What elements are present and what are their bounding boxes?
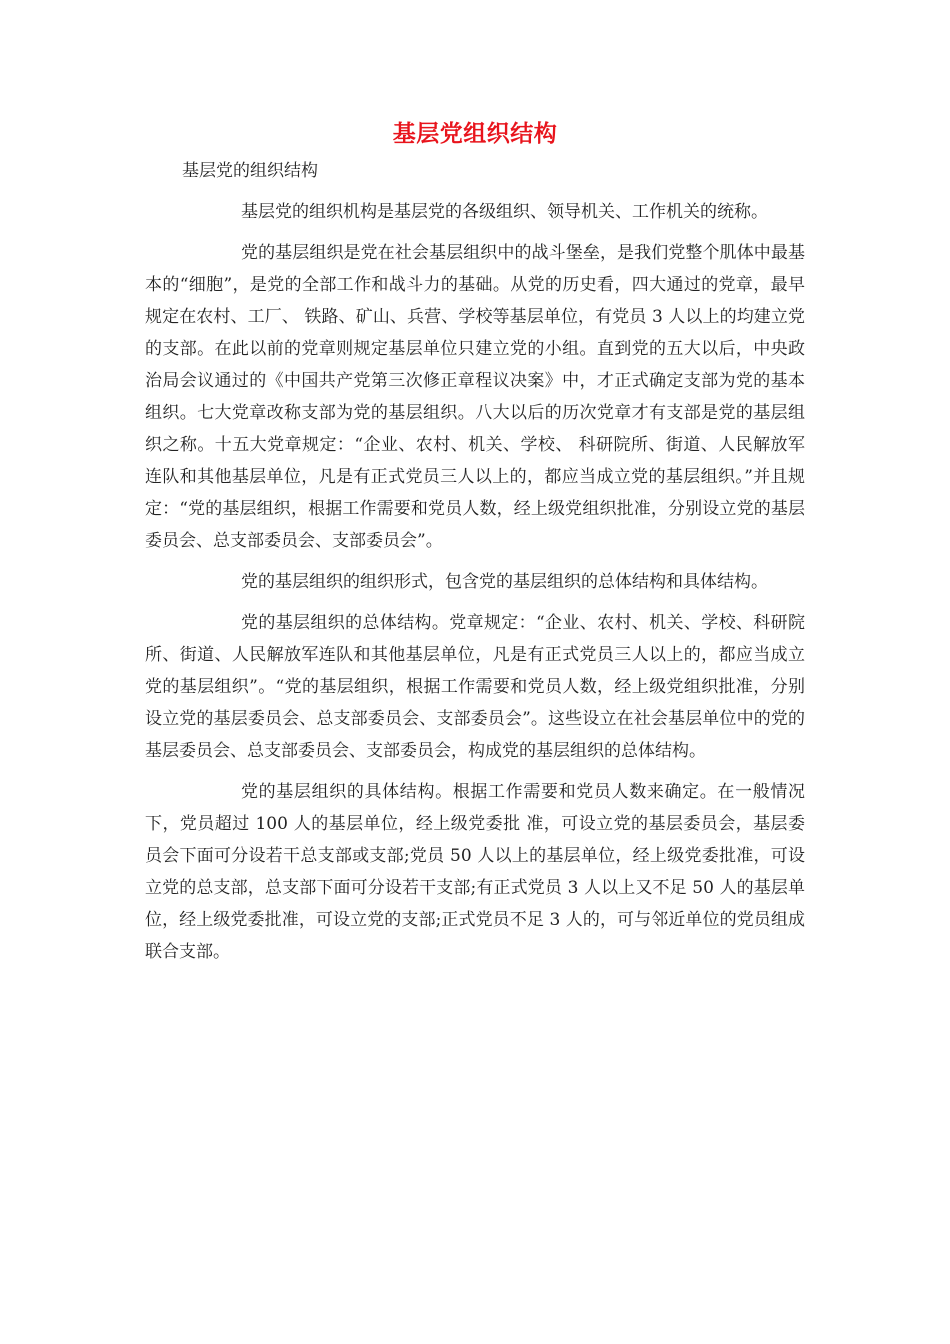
paragraph-specific-structure: 党的基层组织的具体结构。根据工作需要和党员人数来确定。在一般情况下，党员超过 100 人的基层单位，经上级党委批 准，可设立党的基层委员会，基层委员会下面可分设若干总支部或支部;党员 50 人以上的基层单位，经上级党委批准，可设立党的总支部，总支部下面可分设若干支部;有正式党员 3 人以上又不足 50 人的基层单位，经上级党委批准，可设立党的支部;正式党员不足 3 人的，可与邻近单位的党员组成联合支部。 — [145, 782, 805, 962]
document-body — [145, 196, 805, 977]
paragraph-history: 党的基层组织是党在社会基层组织中的战斗堡垒，是我们党整个肌体中最基本的“细胞”，是党的全部工作和战斗力的基础。从党的历史看，四大通过的党章，最早规定在农村、工厂、 铁路、矿山、兵营、学校等基层单位，有党员 3 人以上的均建立党的支部。在此以前的党章则规定基层单位只建立党的小组。直到党的五大以后，中央政治局会议通过的《中国共产党第三次修正章程议决案》中，才正式确定支部为党的基本组织。七大党章改称支部为党的基层组织。八大以后的历次党章才有支部是党的基层组织之称。十五大党章规定：“企业、农村、机关、学校、 科研院所、街道、人民解放军连队和其他基层单位，凡是有正式党员三人以上的，都应当成立党的基层组织。”并且规定：“党的基层组织，根据工作需要和党员人数，经上级党组织批准，分别设立党的基层委员会、总支部委员会、支部委员会”。 — [145, 243, 805, 551]
page-title: 基层党组织结构 — [392, 121, 558, 147]
section-subtitle: 基层党的组织结构 — [182, 161, 318, 181]
paragraph-overall-structure: 党的基层组织的总体结构。党章规定：“企业、农村、机关、学校、科研院所、街道、人民解放军连队和其他基层单位，凡是有正式党员三人以上的，都应当成立党的基层组织”。“党的基层组织，根据工作需要和党员人数，经上级党组织批准，分别设立党的基层委员会、总支部委员会、支部委员会”。这些设立在社会基层单位中的党的基层委员会、总支部委员会、支部委员会，构成党的基层组织的总体结构。 — [145, 613, 805, 761]
paragraph-definition: 基层党的组织机构是基层党的各级组织、领导机关、工作机关的统称。 — [241, 202, 768, 222]
paragraph-form: 党的基层组织的组织形式，包含党的基层组织的总体结构和具体结构。 — [241, 572, 768, 592]
